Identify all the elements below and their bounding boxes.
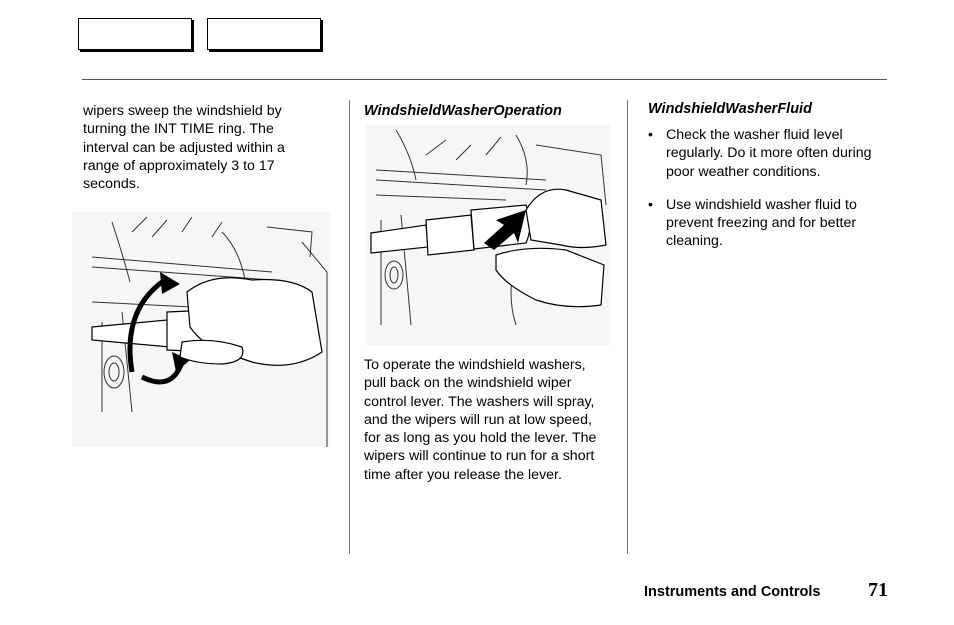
column-divider [627, 100, 628, 554]
list-item [648, 126, 893, 181]
section-title: Instruments and Controls [644, 584, 821, 600]
list-item-text: Use windshield washer fluid to prevent freezing and for better cleaning. [666, 196, 857, 250]
washer-fluid-list [648, 126, 893, 266]
page-number: 71 [868, 579, 888, 601]
previous-page-button[interactable] [78, 18, 192, 50]
washer-fluid-heading: WindshieldWasherFluid [648, 101, 812, 117]
washer-operation-heading: WindshieldWasherOperation [364, 103, 562, 119]
next-page-button[interactable] [207, 18, 321, 50]
header-divider [82, 79, 887, 80]
int-time-paragraph: wipers sweep the windshield by turning the INT TIME ring. The interval can be adjusted within a range of approximately 3 to 17 seconds. [83, 103, 285, 193]
bullet-icon: • [648, 196, 653, 213]
bullet-icon: • [648, 127, 653, 143]
washer-lever-illustration [366, 125, 610, 345]
column-divider [349, 100, 350, 554]
list-item-text: Check the washer fluid level regularly. Do it more often during poor weather conditions. [666, 127, 872, 180]
int-time-ring-illustration [72, 212, 330, 447]
list-item [648, 196, 893, 251]
washer-operation-paragraph: To operate the windshield washers, pull back on the windshield wiper control lever. The washers will spray, and the wipers will run at low speed, for as long as you hold the lever. The wipers will continue to run for a short time after you release the lever. [364, 357, 597, 483]
